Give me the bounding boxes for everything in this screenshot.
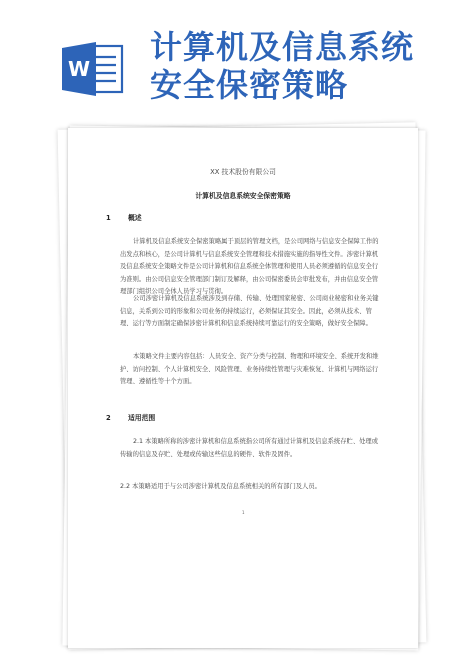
section-number: 1 xyxy=(106,214,111,222)
document-page xyxy=(68,128,418,648)
section-heading xyxy=(106,212,142,222)
word-icon-letter: W xyxy=(67,57,91,81)
section-title: 概述 xyxy=(128,214,142,222)
headline-line-1: 计算机及信息系统 xyxy=(150,28,415,66)
page-number: 1 xyxy=(242,510,245,515)
paragraph: 2.1 本策略所称的涉密计算机和信息系统指公司所有通过计算机及信息系统存贮、处理或传输的信息及存贮、处理或传输这些信息的硬件、软件及固件。 xyxy=(120,438,379,458)
headline xyxy=(150,28,460,104)
headline-line-2: 安全保密策略 xyxy=(150,66,349,104)
paragraph: 本策略文件主要内容包括：人员安全、资产分类与控制、物理和环境安全、系统开发和维护、访问控制、个人计算机安全、风险管理、业务持续性管理与灾难恢复、计算机与网络运行管理、遵循性等十个方面。 xyxy=(120,353,379,386)
document-title: 计算机及信息系统安全保密策略 xyxy=(195,192,291,200)
paragraph: 2.2 本策略适用于与公司涉密计算机及信息系统相关的所有部门及人员。 xyxy=(120,483,321,490)
section-number: 2 xyxy=(106,414,111,422)
word-icon xyxy=(60,40,126,98)
section-title: 适用范围 xyxy=(128,414,156,422)
header-banner xyxy=(0,0,474,125)
section-heading xyxy=(106,412,155,422)
paragraph: 计算机及信息系统安全保密策略属于顶层的管理文档，是公司网络与信息安全保障工作的出发点和核心，是公司计算机与信息系统安全管理和技术措施实施的指导性文件。涉密计算机及信息系统安全策略文件是公司计算机和信息系统全体管理和使用人员必须遵循的信息安全行为准则。由公司信息安全管理部门制订及解释，由公司保密委员会审批发布，并由信息安全管理部门组织公司全体人员学习与贯彻。 xyxy=(120,238,379,296)
paragraph: 公司涉密计算机及信息系统涉及到存储、传输、处理国家秘密、公司商业秘密和业务关键信息，关系到公司的形象和公司业务的持续运行，必须保证其安全。因此，必须从技术、管理、运行等方面制定确保涉密计算机和信息系统持续可靠运行的安全策略，做好安全保障。 xyxy=(120,295,379,328)
company-name: XX 技术股份有限公司 xyxy=(210,168,276,176)
